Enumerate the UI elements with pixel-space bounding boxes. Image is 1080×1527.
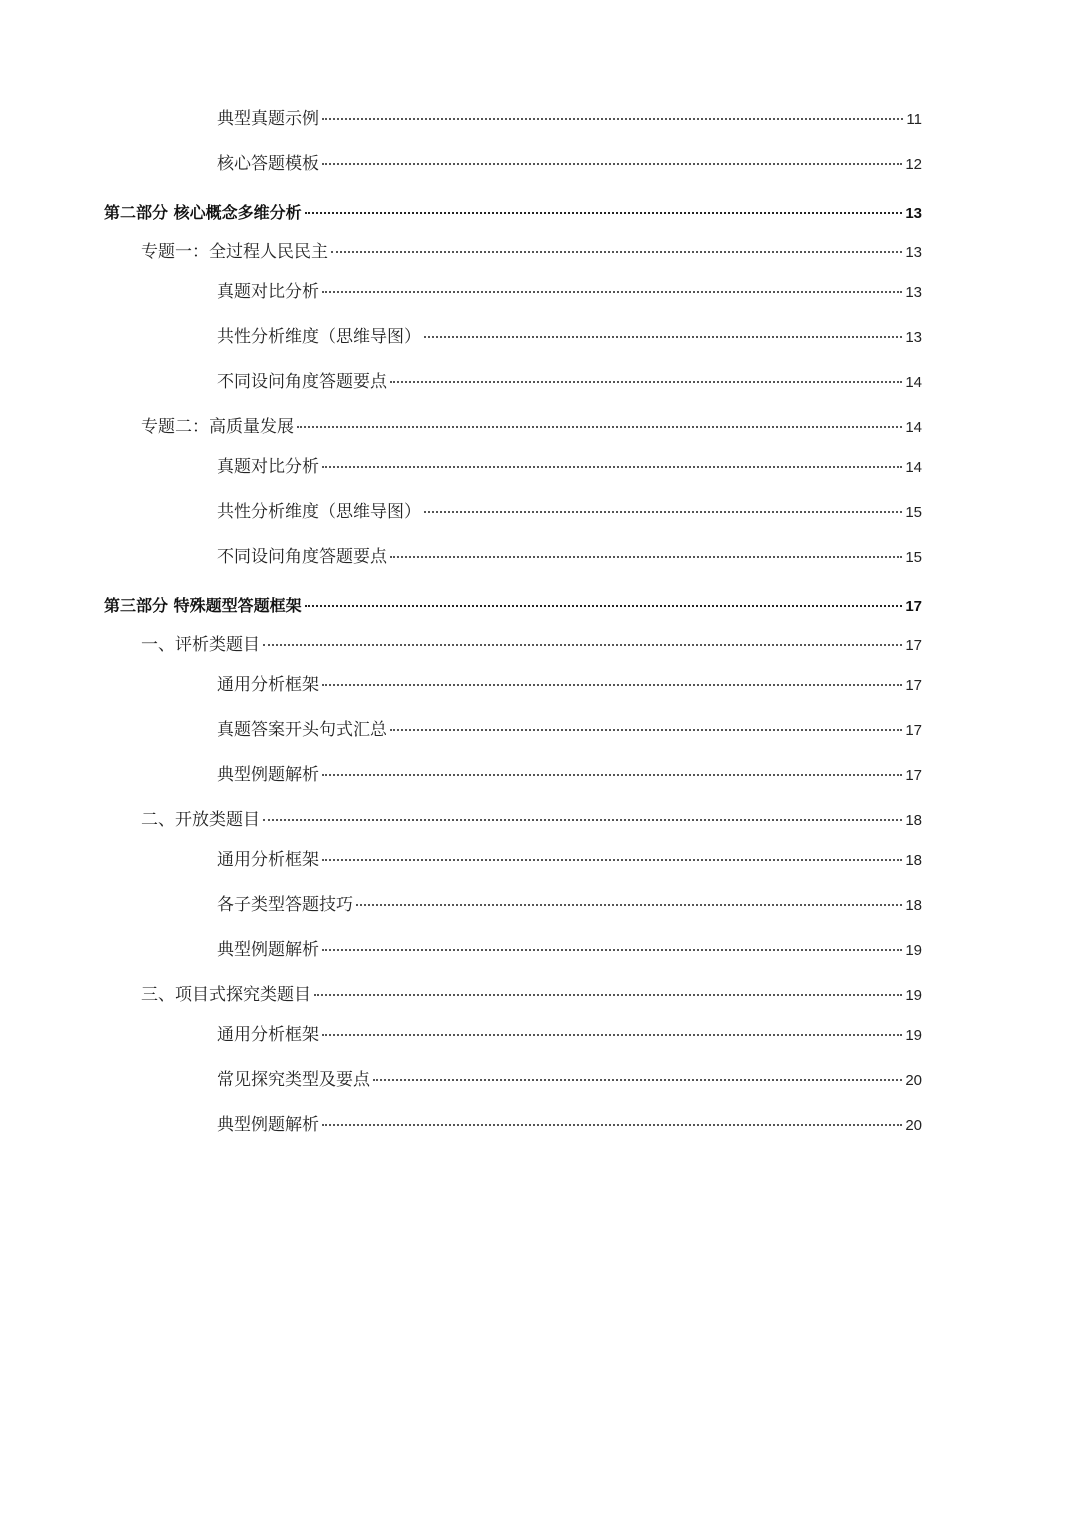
dot-leader	[331, 251, 902, 253]
toc-entry[interactable]	[217, 1068, 922, 1092]
toc-entry[interactable]	[217, 1023, 922, 1047]
dot-leader	[390, 556, 902, 558]
toc-entry[interactable]	[217, 848, 922, 872]
dot-leader	[322, 859, 902, 861]
toc-entry-page: 17	[905, 677, 922, 694]
toc-entry-page: 19	[905, 987, 922, 1004]
toc-section-heading[interactable]	[141, 808, 922, 832]
toc-entry-title: 不同设问角度答题要点	[217, 547, 387, 567]
dot-leader	[322, 1034, 902, 1036]
dot-leader	[322, 118, 903, 120]
toc-entry[interactable]	[217, 500, 922, 524]
toc-entry[interactable]	[217, 280, 922, 304]
toc-entry-page: 20	[905, 1072, 922, 1089]
toc-entry-page: 13	[905, 284, 922, 301]
dot-leader	[390, 729, 902, 731]
toc-entry-page: 14	[905, 374, 922, 391]
toc-entry-page: 14	[905, 459, 922, 476]
toc-part-heading[interactable]	[104, 201, 922, 225]
toc-entry-page: 17	[905, 767, 922, 784]
toc-entry[interactable]	[217, 370, 922, 394]
toc-entry-title: 三、项目式探究类题目	[141, 985, 311, 1005]
toc-entry-page: 18	[905, 812, 922, 829]
toc-entry-page: 20	[905, 1117, 922, 1134]
dot-leader	[314, 994, 902, 996]
dot-leader	[305, 212, 903, 214]
toc-entry-page: 18	[905, 852, 922, 869]
toc-entry-title: 核心答题模板	[217, 154, 319, 174]
toc-entry-title: 典型例题解析	[217, 940, 319, 960]
toc-entry[interactable]	[217, 325, 922, 349]
dot-leader	[356, 904, 902, 906]
toc-entry-title: 专题二：高质量发展	[141, 417, 294, 437]
toc-entry-title: 通用分析框架	[217, 1025, 319, 1045]
dot-leader	[322, 949, 902, 951]
toc-entry-title: 真题对比分析	[217, 282, 319, 302]
dot-leader	[322, 1124, 902, 1126]
dot-leader	[424, 511, 902, 513]
toc-entry-page: 13	[905, 205, 922, 222]
dot-leader	[305, 605, 903, 607]
toc-entry-title: 共性分析维度（思维导图）	[217, 327, 421, 347]
toc-entry[interactable]	[217, 545, 922, 569]
toc-section-heading[interactable]	[141, 240, 922, 264]
dot-leader	[322, 291, 902, 293]
dot-leader	[390, 381, 902, 383]
toc-entry-title: 二、开放类题目	[141, 810, 260, 830]
dot-leader	[424, 336, 902, 338]
toc-entry-page: 17	[905, 722, 922, 739]
toc-entry-title: 通用分析框架	[217, 850, 319, 870]
toc-entry-page: 19	[905, 1027, 922, 1044]
toc-entry-title: 通用分析框架	[217, 675, 319, 695]
toc-section-heading[interactable]	[141, 415, 922, 439]
toc-entry-title: 第二部分 核心概念多维分析	[104, 203, 302, 222]
toc-entry[interactable]	[217, 893, 922, 917]
toc-entry-page: 19	[905, 942, 922, 959]
toc-part-heading[interactable]	[104, 594, 922, 618]
dot-leader	[322, 163, 902, 165]
dot-leader	[322, 774, 902, 776]
toc-entry-page: 15	[905, 504, 922, 521]
toc-entry-page: 12	[905, 156, 922, 173]
toc-section-heading[interactable]	[141, 633, 922, 657]
dot-leader	[297, 426, 902, 428]
dot-leader	[322, 684, 902, 686]
dot-leader	[263, 644, 902, 646]
toc-entry-title: 典型例题解析	[217, 1115, 319, 1135]
toc-entry[interactable]	[217, 673, 922, 697]
toc-entry-title: 不同设问角度答题要点	[217, 372, 387, 392]
toc-entry-title: 第三部分 特殊题型答题框架	[104, 596, 302, 615]
toc-entry-page: 14	[905, 419, 922, 436]
toc-entry-title: 真题答案开头句式汇总	[217, 720, 387, 740]
toc-entry[interactable]	[217, 1113, 922, 1137]
toc-entry-title: 常见探究类型及要点	[217, 1070, 370, 1090]
toc-entry-page: 18	[905, 897, 922, 914]
toc-entry[interactable]	[217, 107, 922, 131]
toc-entry-page: 13	[905, 329, 922, 346]
dot-leader	[373, 1079, 902, 1081]
toc-entry-page: 17	[905, 598, 922, 615]
toc-entry-page: 11	[906, 111, 922, 128]
toc-entry-title: 专题一：全过程人民民主	[141, 242, 328, 262]
toc-entry-title: 真题对比分析	[217, 457, 319, 477]
toc-entry-page: 13	[905, 244, 922, 261]
toc-entry[interactable]	[217, 152, 922, 176]
toc-entry-title: 典型例题解析	[217, 765, 319, 785]
toc-entry-page: 15	[905, 549, 922, 566]
toc-entry-title: 一、评析类题目	[141, 635, 260, 655]
toc-entry[interactable]	[217, 455, 922, 479]
toc-section-heading[interactable]	[141, 983, 922, 1007]
toc-entry[interactable]	[217, 938, 922, 962]
toc-entry[interactable]	[217, 763, 922, 787]
toc-entry-title: 典型真题示例	[217, 109, 319, 129]
dot-leader	[322, 466, 902, 468]
dot-leader	[263, 819, 902, 821]
toc-entry-page: 17	[905, 637, 922, 654]
toc-entry-title: 各子类型答题技巧	[217, 895, 353, 915]
toc-entry[interactable]	[217, 718, 922, 742]
toc-entry-title: 共性分析维度（思维导图）	[217, 502, 421, 522]
